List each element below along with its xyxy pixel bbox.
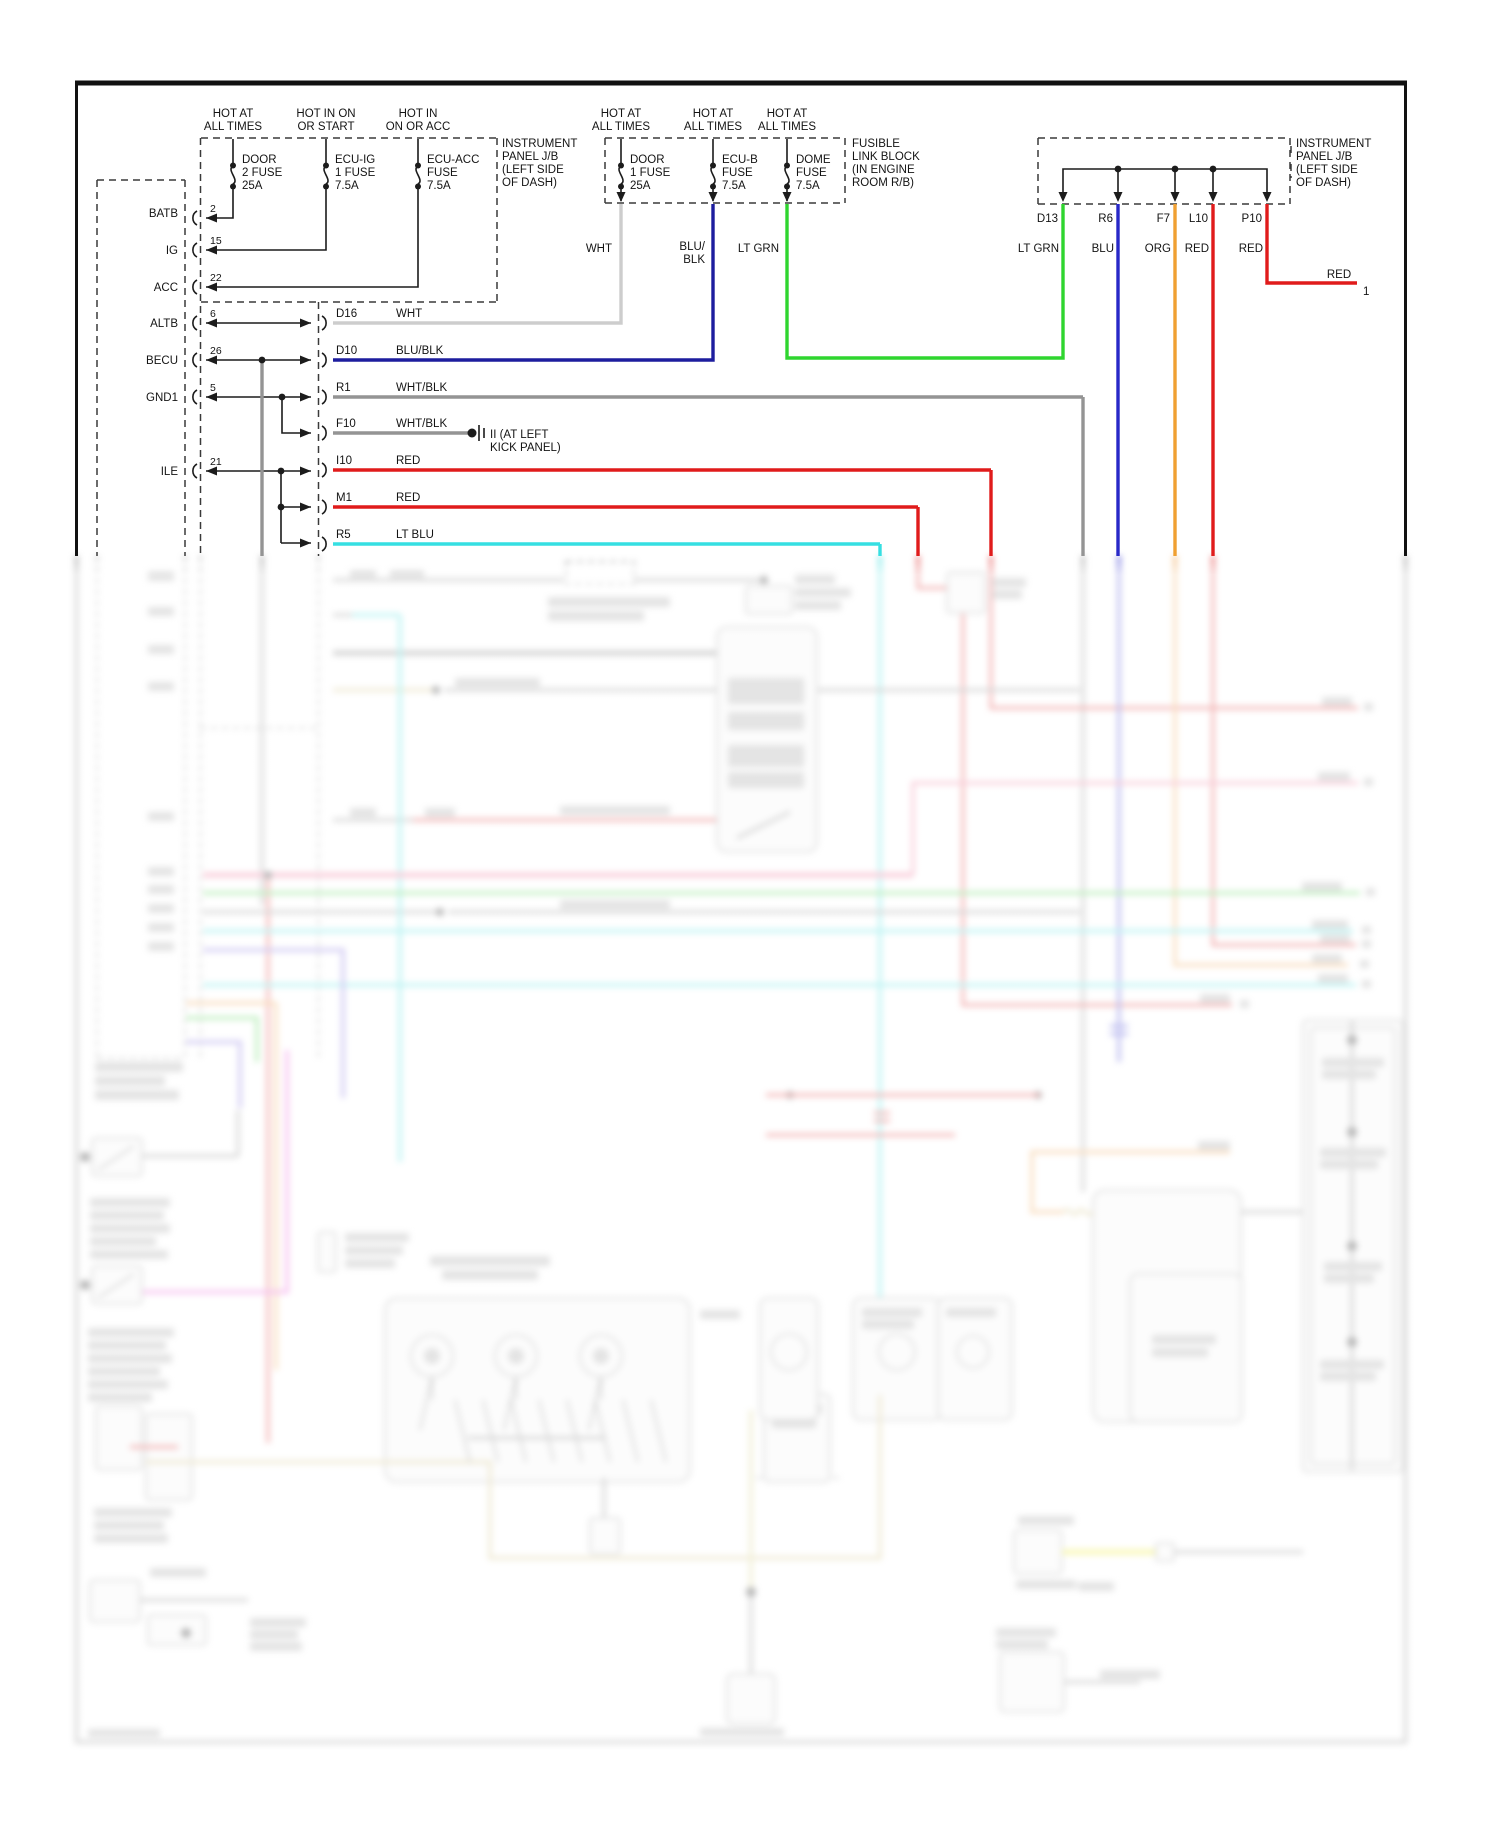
wire-blublk-d10 [333,204,713,360]
pin-name-altb: ALTB [150,318,178,330]
terminal-id: D16 [336,308,358,320]
fuse-label: 7.5A [335,180,359,192]
ground-symbol [468,425,485,441]
right-jb-label: (LEFT SIDE [1296,164,1358,176]
terminal-id: R5 [336,529,351,541]
terminal-id: F10 [336,418,356,430]
header-line: HOT AT [212,108,254,120]
header-line: ON OR ACC [385,121,451,133]
wire-ltgrn-dome-d13 [787,204,1063,358]
fuse-label: FUSE [722,167,753,179]
right-jb-label: PANEL J/B [1296,151,1353,163]
output-wire-r6: BLU [1091,243,1114,255]
output-id-d13: D13 [1036,213,1058,225]
terminal-wire-color: BLU/BLK [396,345,444,357]
pin-number: 15 [210,235,222,247]
terminal-wire-color: LT BLU [396,529,434,541]
fuse-label: 7.5A [722,180,746,192]
pin-number: 5 [210,382,216,394]
left-jb-label: INSTRUMENT [502,138,578,150]
fuse-label: 2 FUSE [242,167,283,179]
pin-name-ile: ILE [160,466,178,478]
fuse-symbol [415,163,421,190]
pin-name-ig: IG [165,245,178,257]
right-jb-output-labels [1018,213,1263,255]
feeder-wire-labels [586,241,779,266]
pin-number: 2 [210,203,216,215]
fuse-label: ECU-ACC [427,154,480,166]
header-line: HOT AT [600,108,642,120]
pin-name-acc: ACC [153,282,178,294]
ground-note [490,429,561,454]
fuse-symbol [230,163,236,190]
left-jb-label: PANEL J/B [502,151,559,163]
black-wiring [206,139,1267,543]
ground-note-line: KICK PANEL) [490,442,561,454]
header-line: ALL TIMES [591,121,651,133]
terminal-wire-color: WHT/BLK [396,418,448,430]
pin-number: 6 [210,308,216,320]
fuse-symbol [784,163,790,190]
output-id-p10: P10 [1241,213,1262,225]
fuse-label: 7.5A [796,180,820,192]
output-wire-d13: LT GRN [1017,243,1059,255]
ground-note-line: II (AT LEFT [490,429,549,441]
fusible-box-label: (IN ENGINE [852,164,915,176]
wire-ltblu-r5 [333,544,880,556]
fuse-label: 1 FUSE [630,167,671,179]
terminal-id: D10 [336,345,358,357]
fuse-label: FUSE [427,167,458,179]
fuse-symbol [323,163,329,190]
right-jb-label: INSTRUMENT [1296,138,1372,150]
pin-name-gnd1: GND1 [146,392,178,404]
terminal-id: I10 [336,455,352,467]
left-jb-label: OF DASH) [502,177,557,189]
terminal-wire-color: WHT/BLK [396,382,448,394]
feeder-label-wht: WHT [585,243,612,255]
pin-number: 26 [210,345,222,357]
exit-wire-color: RED [1326,269,1352,281]
header-line: OR START [297,121,355,133]
junction-block-outlines [97,138,1291,556]
fusible-box-label: FUSIBLE [852,138,900,150]
output-wire-p10: RED [1238,243,1263,255]
fuse-label: FUSE [796,167,827,179]
terminal-wire-color: RED [396,455,421,467]
feeder-label-ltgrn: LT GRN [737,243,779,255]
header-line: ALL TIMES [757,121,817,133]
fuse-label: ECU-IG [335,154,376,166]
fuse-symbol [618,163,624,190]
header-line: HOT IN ON [296,108,356,120]
output-id-f7: F7 [1156,213,1170,225]
output-id-r6: R6 [1098,213,1113,225]
output-id-l10: L10 [1188,213,1208,225]
terminal-wire-color: WHT [396,308,423,320]
pin-name-batb: BATB [148,208,178,220]
header-line: ALL TIMES [203,121,263,133]
output-wire-f7: ORG [1144,243,1171,255]
fuse-label: 25A [630,180,651,192]
pin-number: 22 [210,272,222,284]
pin-name-becu: BECU [146,355,178,367]
fusible-box-label: LINK BLOCK [852,151,920,163]
colored-wires [262,204,1357,556]
output-wire-l10: RED [1184,243,1209,255]
feeder-label-blublk: BLK [683,254,705,266]
header-line: HOT AT [692,108,734,120]
header-line: ALL TIMES [683,121,743,133]
fuse-symbol [710,163,716,190]
header-line: HOT IN [398,108,438,120]
fuse-label: DOOR [242,154,277,166]
header-line: HOT AT [766,108,808,120]
fuse-label: ECU-B [722,154,758,166]
fuse-label: 7.5A [427,180,451,192]
left-jb-label: (LEFT SIDE [502,164,564,176]
fuse-label: 1 FUSE [335,167,376,179]
component-pin-labels [146,203,222,478]
terminal-id: M1 [336,492,352,504]
fuse-label: DOME [796,154,831,166]
pin-number: 21 [210,456,222,468]
fuse-label: 25A [242,180,263,192]
exit-wire-number: 1 [1363,286,1370,298]
terminal-wire-color: RED [396,492,421,504]
right-jb-label: OF DASH) [1296,177,1351,189]
wire-wht-d16 [333,204,621,323]
connector-symbols [193,211,326,551]
header-labels [204,108,816,133]
feeder-label-blublk: BLU/ [679,241,705,253]
fusible-box-label: ROOM R/B) [852,177,914,189]
fuse-label: DOOR [630,154,665,166]
terminal-id: R1 [336,382,351,394]
